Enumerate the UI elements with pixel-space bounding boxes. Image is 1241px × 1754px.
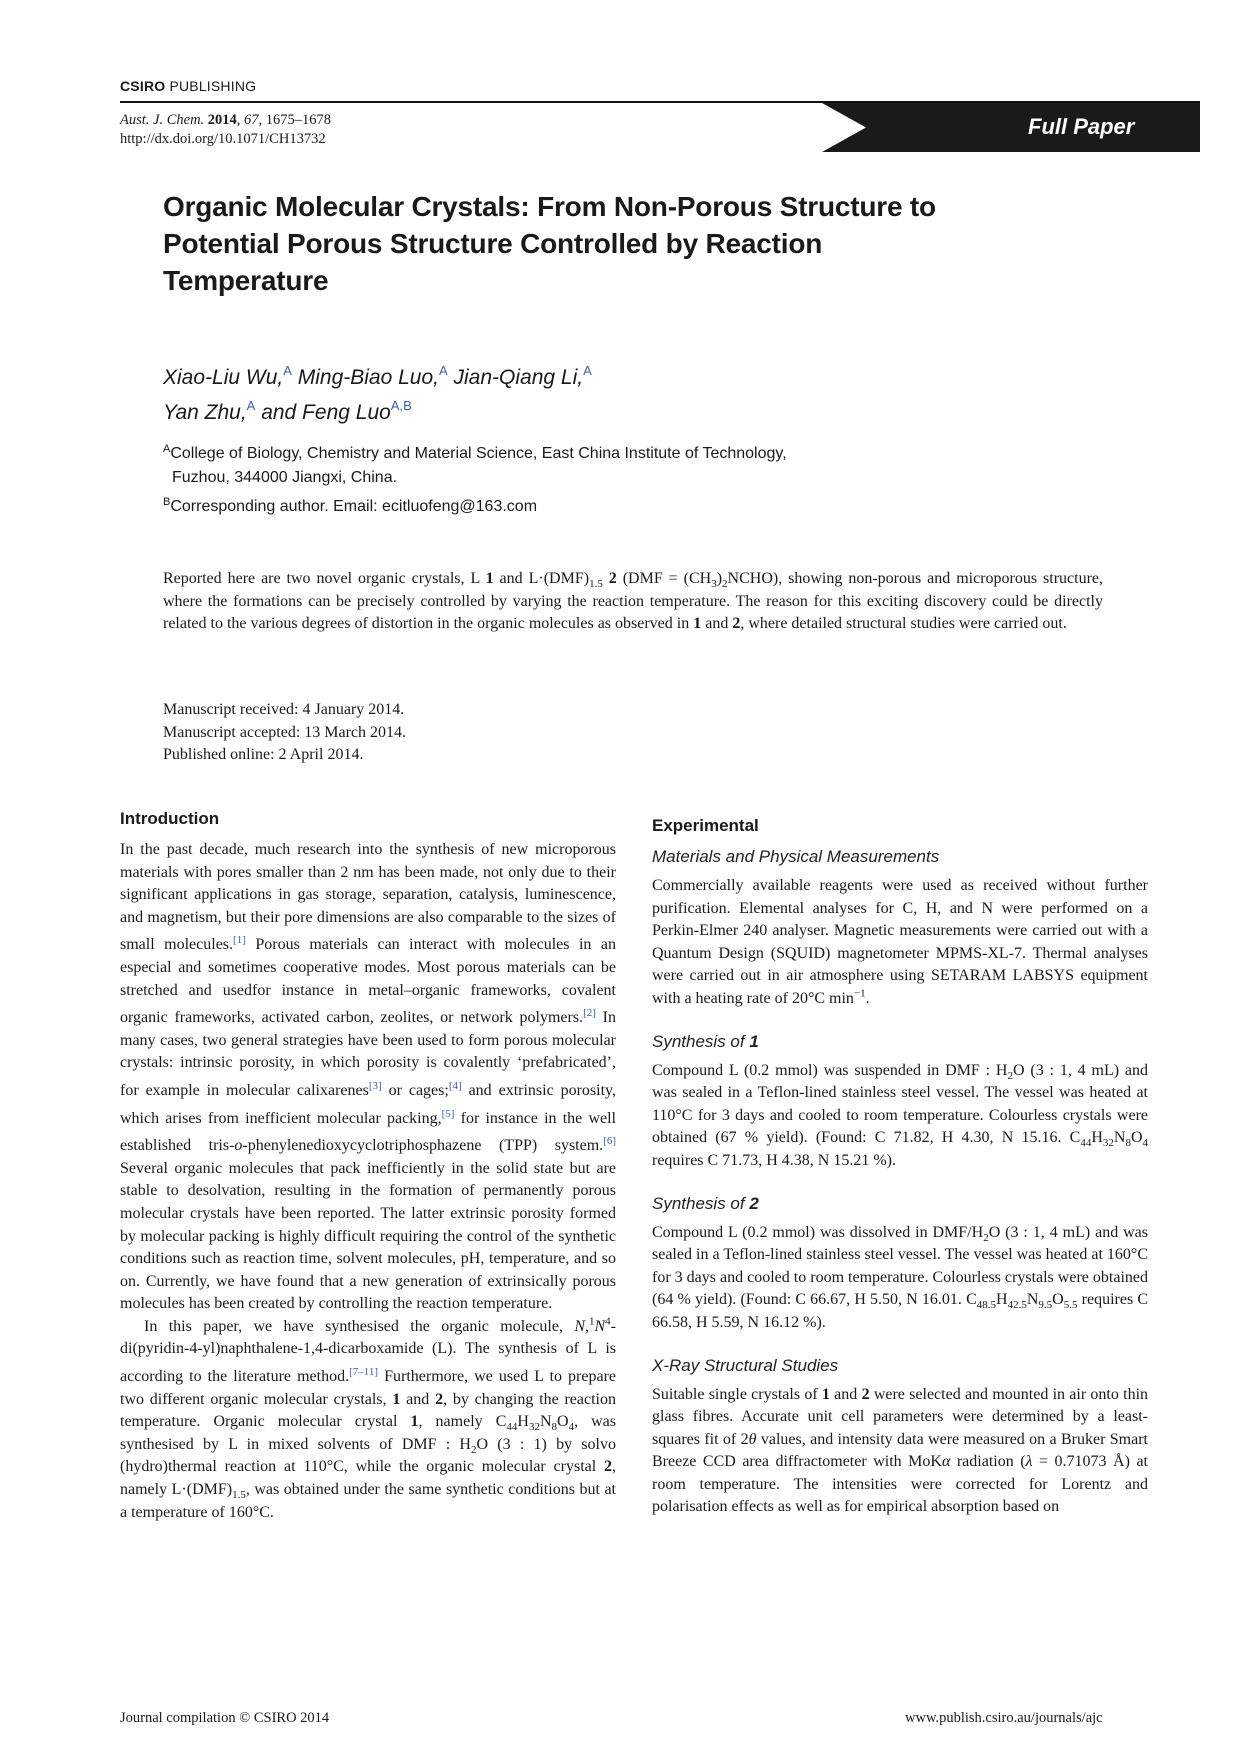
author-line [163, 392, 592, 427]
paragraph: Compound L (0.2 mmol) was dissolved in DMF/$H_2O$ (3 : 1, 4 mL) and was sealed in a Teflon-lined stainless steel vessel. The vessel was heated at 160°C for 3 days and cooled to room temperature. Colourless crystals were obtained (64 % yield). (Found: C 66.67, H 5.50, N 16.01. $C_{48.5}H_{42.5}N_{9.5}O_{5.5}$ requires C 66.58, H 5.59, N 16.12 %). [652, 1223, 1149, 1331]
affiliation-marker: A [438, 363, 448, 378]
paragraph: Commercially available reagents were used as received without further purification. Elemental analyses for C, H, and N were performed on a Perkin-Elmer 240 analyser. Magnetic measurements were carried out with a Quantum Design (SQUID) magnetometer MPMS-XL-7. Thermal analyses were carried out in air atmosphere using SETARAM LABSYS equipment with a heating rate of 20°C $\min^{-1}$. [652, 877, 1148, 1007]
footer-copyright: Journal compilation © CSIRO 2014 [120, 1710, 330, 1726]
subsection-heading: X-Ray Structural Studies [652, 1355, 839, 1375]
affiliation-line: Fuzhou, 344000 Jiangxi, China. [172, 469, 398, 486]
author-name: Ming-Biao Luo, [297, 366, 439, 389]
section-heading: Experimental [652, 816, 759, 835]
date-received: Manuscript received: 4 January 2014. [163, 701, 405, 718]
author-name: Yan Zhu, [163, 401, 247, 424]
date-accepted: Manuscript accepted: 13 March 2014. [163, 723, 407, 741]
affiliation-marker: A [583, 363, 592, 378]
date-online: Published online: 2 April 2014. [163, 746, 364, 764]
author-name: Jian-Qiang Li, [453, 366, 584, 389]
manuscript-dates [163, 699, 406, 767]
abstract: Reported here are two novel organic crystals, L 1 and $L\cdot(DMF)_{1.5}$ 2 $(DMF = (CH_3)_2NCHO)$, showing non-porous and microporous structure, where the formations can be precisely controlled by varying the reaction temperature. The reason for this exciting discovery could be directly related to the various degrees of distortion in the organic molecules as observed in 1 and 2, where detailed structural studies were carried out. [163, 570, 1104, 633]
paragraph: In the past decade, much research into the synthesis of new microporous materials with pores smaller than 2 nm has been made, not only due to their significant applications in gas storage, separation, catalysis, luminescence, and magnetism, but their pore dimensions are also comparable to the sizes of small molecules.[1] Porous materials can interact with molecules in an especial and sometimes cooperative modes. Most porous materials can be stretched and usedfor instance in metal–organic frameworks, covalent organic frameworks, activated carbon, zeolites, or network polymers.[2] In many cases, two general strategies have been used to form porous molecular crystals: intrinsic porosity, in which porosity is covalently ‘prefabricated’, for example in molecular calixarenes[3] or cages;[4] and extrinsic porosity, which arises from inefficient molecular packing,[5] for instance in the well established tris-o-phenylenedioxycyclotriphosphazene (TPP) system.[6] Several organic molecules that pack inefficiently in the solid state but are stable to desolvation, resulting in the formation of permanently porous molecular crystals have been reported. The latter extrinsic porosity formed by molecular packing is highly difficult requiring the control of the synthetic conditions such as reaction time, solvent molecules, pH, temperature, and so on. Currently, we have found that a new generation of extrinsically porous molecules has been created by controlling the reaction temperature. [120, 841, 617, 1313]
affiliation-line: $^B$Corresponding author. Email: ecitluofeng@163.com [163, 496, 538, 515]
article-title: Organic Molecular Crystals: From Non-Porous Structure to Potential Porous Structure Controlled by Reaction Temperature [163, 191, 936, 296]
banner-shape [822, 103, 1200, 152]
article-type-label: Full Paper [1028, 114, 1135, 139]
affiliation-line: $^A$College of Biology, Chemistry and Material Science, East China Institute of Technology, [163, 443, 787, 462]
author-list [163, 357, 592, 427]
affiliation-marker: A,B [390, 398, 412, 413]
citation-block [120, 111, 331, 149]
author-name: Xiao-Liu Wu, [163, 366, 284, 389]
subsection-heading: Synthesis of 1 [652, 1031, 759, 1051]
doi-link[interactable]: http://dx.doi.org/10.1071/CH13732 [120, 131, 326, 147]
footer-url[interactable]: www.publish.csiro.au/journals/ajc [905, 1710, 1103, 1726]
left-column [120, 808, 616, 1524]
paragraph: Suitable single crystals of 1 and 2 were selected and mounted in air onto thin glass fibres. Accurate unit cell parameters were determined by a least-squares fit of 2θ values, and intensity data were measured on a Bruker Smart Breeze CCD area diffractometer with MoKα radiation (λ = 0.71073 Å) at room temperature. The intensities were corrected for Lorentz and polarisation effects as well as for empirical absorption based on [652, 1385, 1149, 1516]
paragraph: In this paper, we have synthesised the organic molecule, $N,^1N^4-di(pyridin-4-yl)naphthalene-1,4$-dicarboxamide (L). The synthesis of L is according to the literature method.[7–11] Furthermore, we used L to prepare two different organic molecular crystals, 1 and 2, by changing the reaction temperature. Organic molecular crystal 1, namely $C_{44}H_{32}N_8O_4$, was synthesised by L in mixed solvents of DMF : $H_2O$ (3 : 1) by solvo (hydro)thermal reaction at 110°C, while the organic molecular crystal 2, namely $L\cdot(DMF)_{1.5}$, was obtained under the same synthetic conditions but at a temperature of 160°C. [120, 1315, 617, 1521]
section-heading: Introduction [120, 809, 220, 828]
citation-line: Aust. J. Chem. 2014, 67, 1675–1678 [120, 112, 332, 128]
affiliation-marker: A [246, 398, 256, 413]
publisher-name: CSIRO PUBLISHING [120, 78, 257, 94]
author-line [163, 357, 592, 392]
right-column [652, 815, 1148, 1519]
affiliation-marker: A [283, 363, 292, 378]
subsection-heading: Materials and Physical Measurements [652, 847, 940, 866]
author-name: and Feng Luo [261, 401, 391, 424]
article-type-banner [822, 103, 1200, 152]
subsection-heading: Synthesis of 2 [652, 1193, 759, 1213]
affiliations [163, 437, 787, 519]
paragraph: Compound L (0.2 mmol) was suspended in DMF : $H_2O$ (3 : 1, 4 mL) and was sealed in a Teflon-lined stainless steel vessel. The vessel was heated at 110°C for 3 days and cooled to room temperature. Colourless crystals were obtained (67 % yield). (Found: C 71.82, H 4.30, N 15.16. $C_{44}H_{32}N_8O_4$ requires C 71.73, H 4.38, N 15.21 %). [652, 1061, 1149, 1169]
